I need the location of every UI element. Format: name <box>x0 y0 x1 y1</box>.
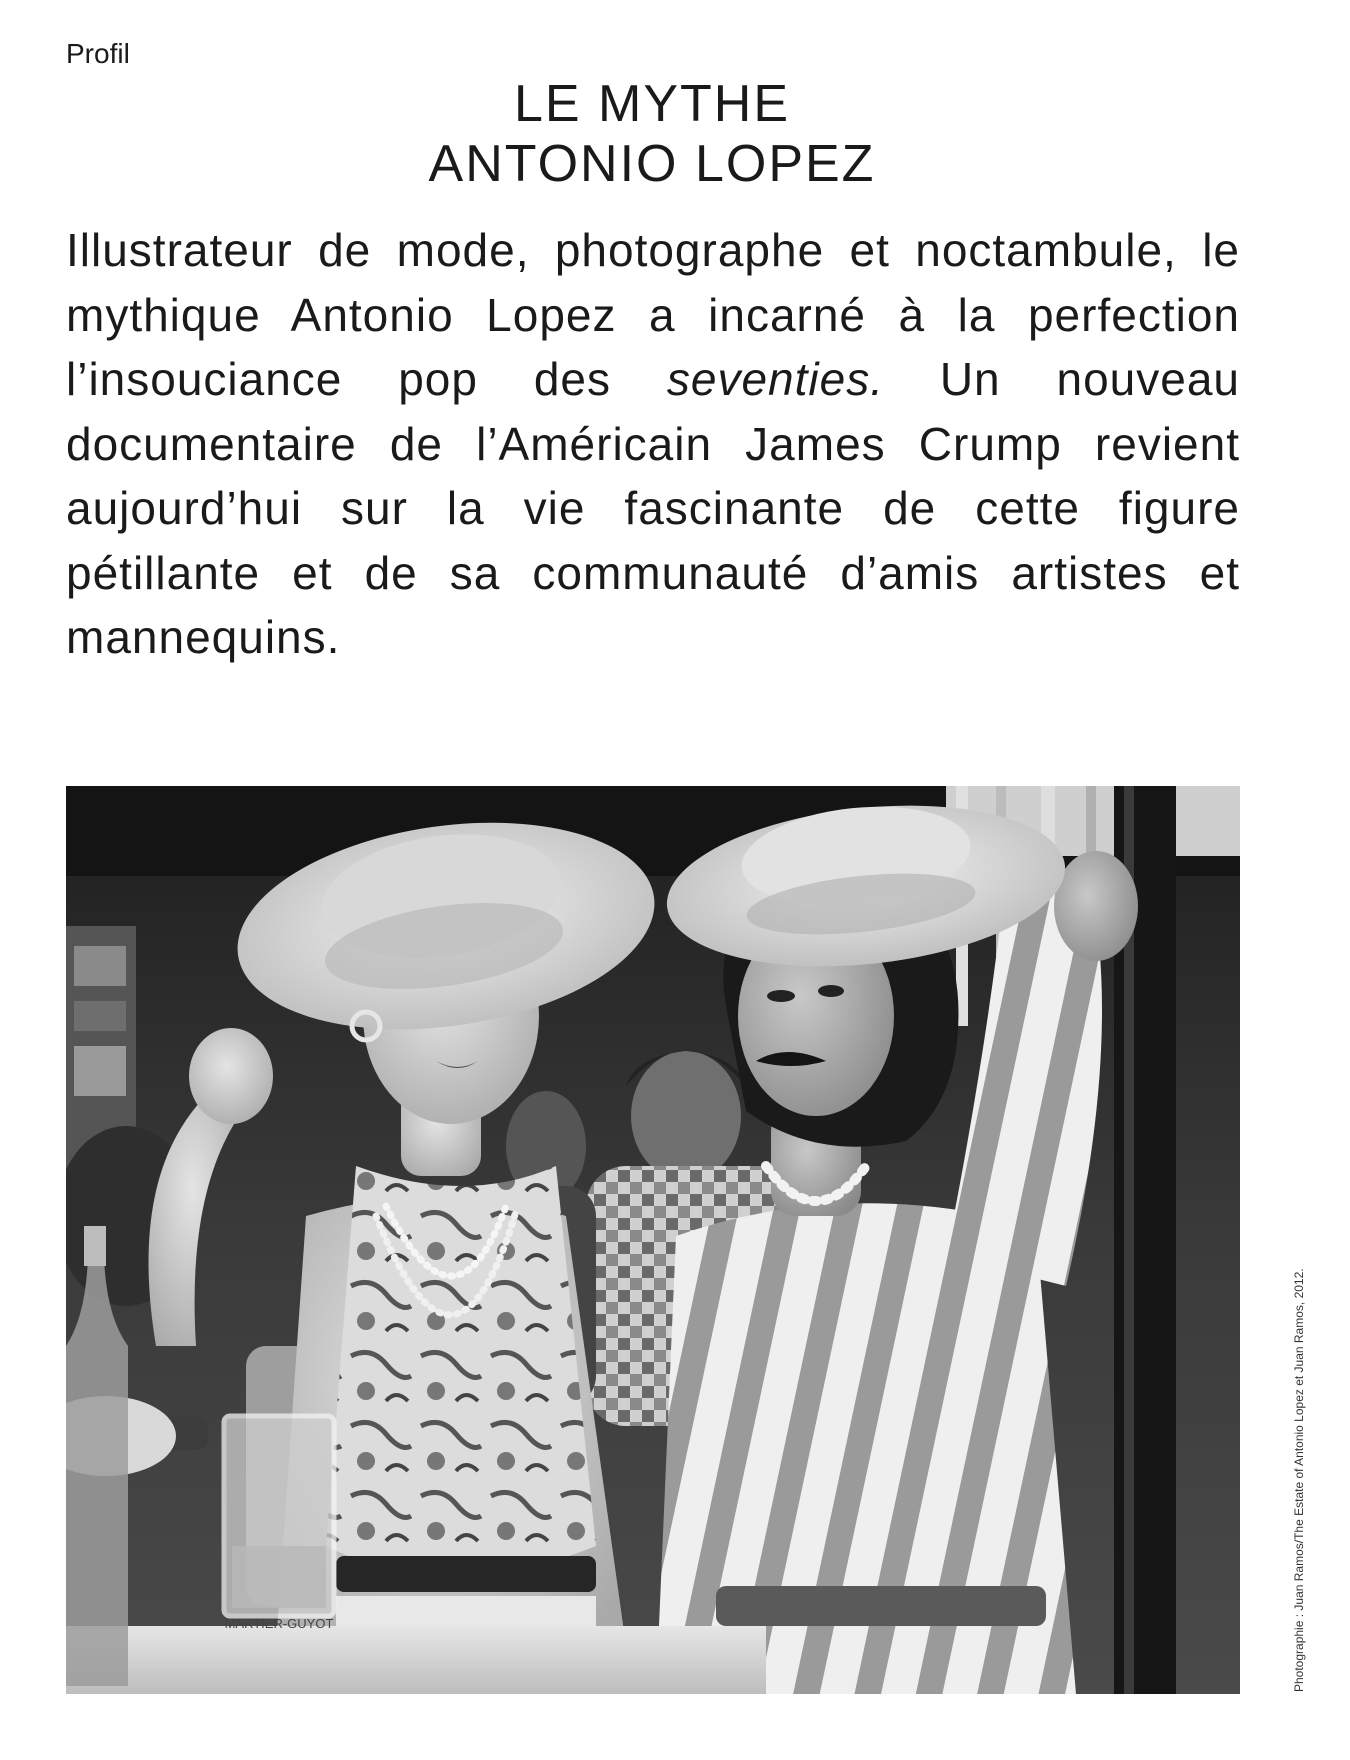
photo-credit: Photographie : Juan Ramos/The Estate of Antonio Lopez et Juan Ramos, 2012. <box>1292 1268 1306 1692</box>
photo-illustration <box>66 786 1240 1694</box>
title-line-1: LE MYTHE <box>513 75 791 133</box>
standfirst <box>66 218 1240 670</box>
section-label: Profil <box>66 38 130 69</box>
glass-inscription: MARTIER-GUYOT <box>224 1616 334 1631</box>
standfirst-text-1: Illustrateur de mode, photographe et noctambule, le mythique Antonio Lopez a incarné à la perfection l’insouciance pop des <box>66 224 1240 405</box>
standfirst-text-2: Un nouveau documentaire de l’Américain James Crump revient aujourd’hui sur la vie fascinante de cette figure pétillante et de sa communauté d’amis artistes et mannequins. <box>66 353 1240 663</box>
page-title <box>0 74 1304 194</box>
title-line-2: ANTONIO LOPEZ <box>428 135 876 193</box>
standfirst-emphasis: seventies. <box>666 353 884 405</box>
cafe-photograph <box>66 786 1240 1694</box>
